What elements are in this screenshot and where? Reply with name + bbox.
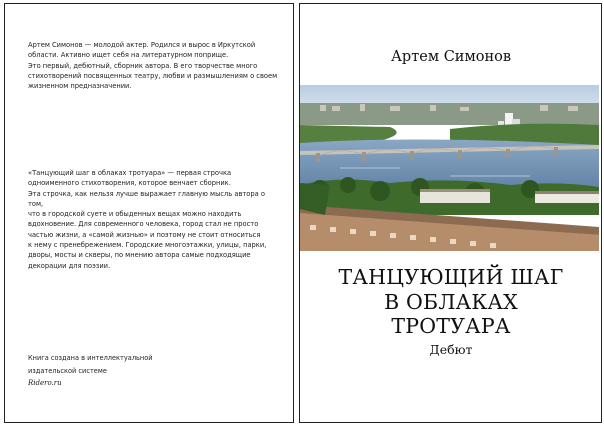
title-line: В ОБЛАКАХ (384, 289, 518, 314)
bio-line: области. Активно ищет себя на литературном поприще. (28, 51, 229, 60)
author-name: Артем Симонов (390, 49, 512, 65)
blurb-line: дворы, мосты и скверы, по мнению автора самые подходящие (28, 251, 251, 260)
blurb-line: вдохновение. Для современного человека, город стал не просто (28, 220, 259, 229)
city-river-photo (300, 85, 599, 251)
book-blurb (28, 168, 280, 271)
publisher-imprint (28, 352, 228, 390)
blurb-line: «Танцующий шаг в облаках тротуара» — первая строчка (28, 169, 232, 177)
bio-line: жизненном предназначении. (28, 82, 132, 91)
blurb-line: что в городской суете и обыденных вещах можно находить (28, 210, 242, 219)
bio-line: Артем Симонов — молодой актер. Родился и вырос в Иркутской (28, 41, 256, 49)
back-cover (28, 0, 283, 420)
book-subtitle: Дебют (429, 342, 473, 357)
book-title (300, 265, 602, 339)
bio-line: Это первый, дебютный, сборник автора. В его творчестве много (28, 61, 258, 70)
title-line: ТАНЦУЮЩИЙ ШАГ (338, 265, 564, 289)
book-spine (293, 3, 300, 423)
bio-line: стихотворений посвященных театру, любви и размышлениям о своем (28, 71, 278, 80)
blurb-line: Эта строчка, как нельзя лучше выражает главную мысль автора о том, (28, 189, 265, 208)
imprint-site: Ridero.ru (28, 379, 62, 387)
blurb-line: одноименного стихотворения, которое венчает сборник. (28, 179, 231, 188)
blurb-line: частью жизни, а «самой жизнью» и поэтому не стоит относиться (28, 230, 261, 239)
blurb-line: к нему с пренебрежением. Городские многоэтажки, улицы, парки, (28, 241, 267, 250)
author-bio (28, 40, 280, 91)
imprint-line: Книга создана в интеллектуальной (28, 354, 153, 362)
front-cover (300, 3, 602, 423)
imprint-line: издательской системе (28, 366, 107, 375)
title-line: ТРОТУАРА (391, 314, 511, 338)
blurb-line: декорации для поэзии. (28, 261, 111, 270)
